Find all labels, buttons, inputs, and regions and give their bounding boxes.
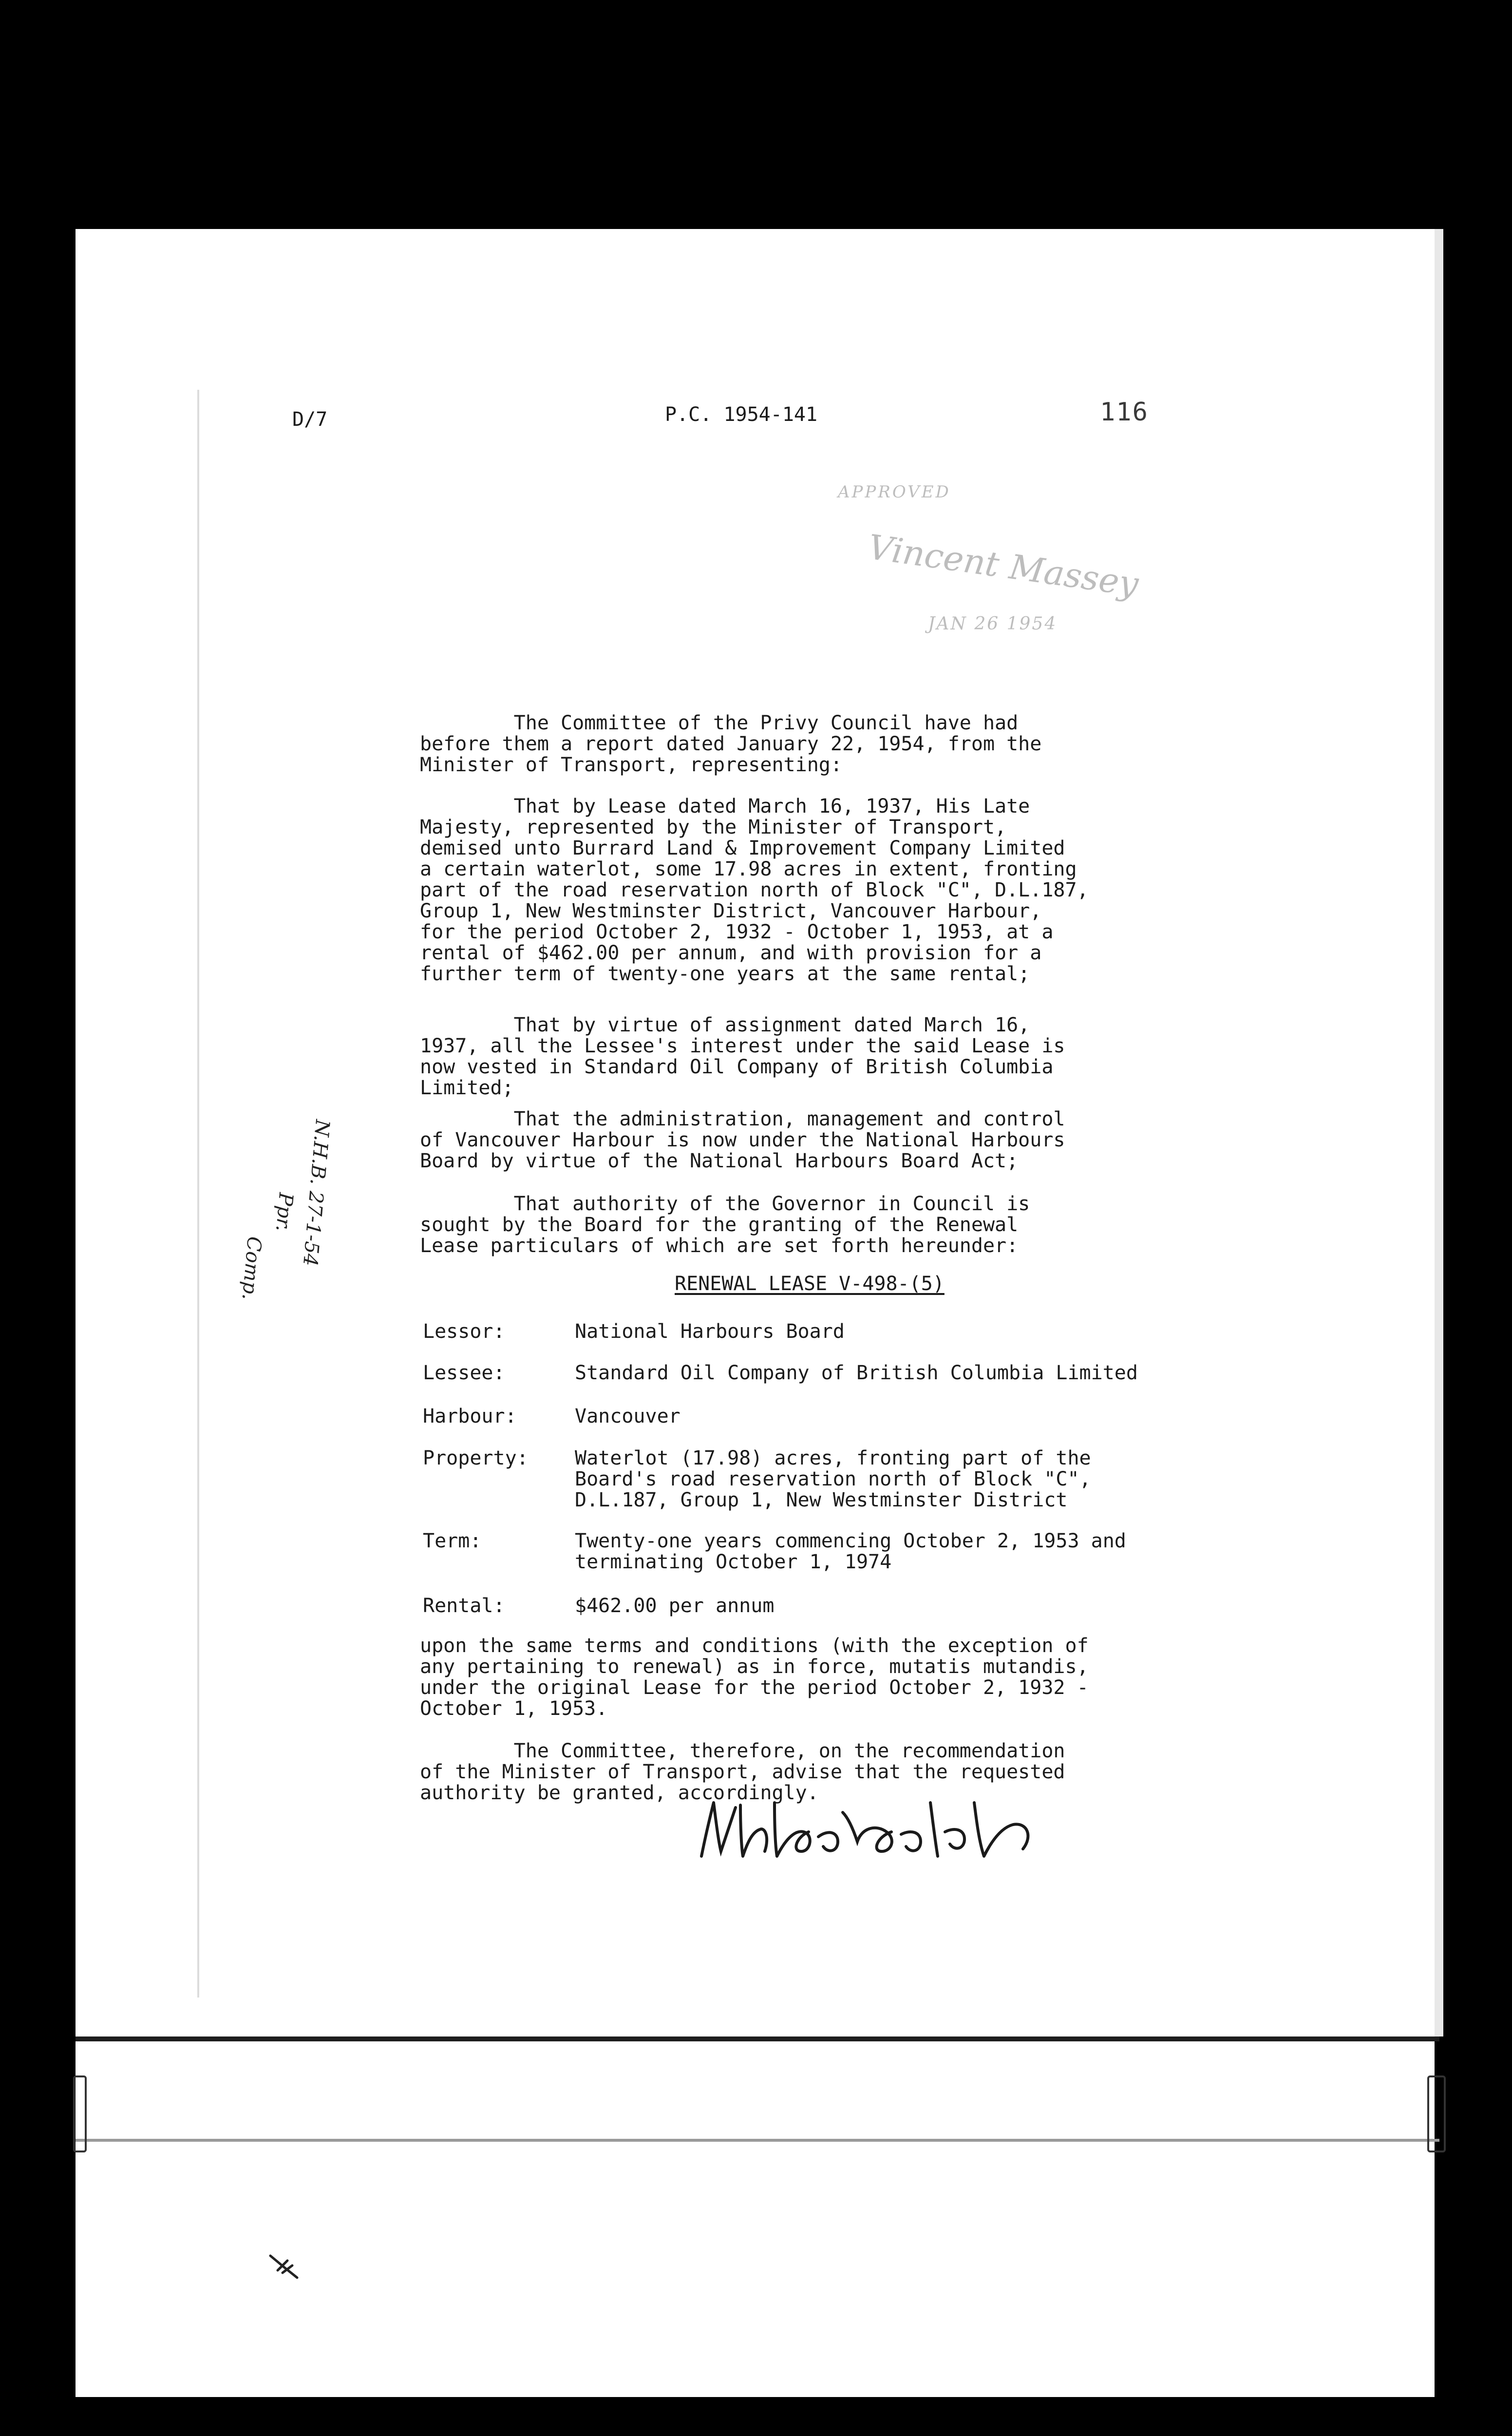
margin-note-line2: Ppr. bbox=[271, 1191, 297, 1233]
order-number: P.C. 1954-141 bbox=[665, 403, 818, 426]
page-number: 116 bbox=[1100, 398, 1149, 427]
term-value: Twenty-one years commencing October 2, 1953 and terminating October 1, 1974 bbox=[575, 1530, 1126, 1573]
underlying-page-edge bbox=[197, 390, 199, 1998]
margin-note-line3: Comp. bbox=[237, 1235, 265, 1301]
margin-doodle bbox=[268, 2251, 302, 2280]
lessor-label: Lessor: bbox=[423, 1320, 505, 1343]
approval-stamp-title: APPROVED bbox=[838, 482, 951, 502]
paragraph-assignment: That by virtue of assignment dated March 16, 1937, all the Lessee's interest under the said Lease is now vested in Standard Oil Company of British Columbia Limited; bbox=[420, 1014, 1065, 1099]
paragraph-original-lease: That by Lease dated March 16, 1937, His Late Majesty, represented by the Minister of Transport, demised unto Burrard Land & Improvement Company Limited a certain waterlot, some 17.98 acres in extent, fronting part of the road reservation north of Block "C", D.L.187, Group 1, New Westminster District, Vancouver Harbour, for the period October 2, 1932 - October 1, 1953, at a rental of $462.00 per annum, and with provision for a further term of twenty-one years at the same rental; bbox=[420, 795, 1089, 985]
paragraph-recommendation: The Committee, therefore, on the recommendation of the Minister of Transport, advise that the requested authority be granted, accordingly. bbox=[420, 1740, 1065, 1804]
page-fold-line-lower bbox=[76, 2139, 1439, 2142]
file-code: D/7 bbox=[292, 408, 328, 431]
lessee-value: Standard Oil Company of British Columbia Limited bbox=[575, 1362, 1138, 1384]
approval-stamp-signature: Vincent Massey bbox=[866, 527, 1141, 605]
lessor-value: National Harbours Board bbox=[575, 1320, 845, 1343]
margin-note-line1: N.H.B. 27-1-54 bbox=[298, 1118, 334, 1267]
approval-stamp-date: JAN 26 1954 bbox=[928, 614, 1058, 634]
rental-label: Rental: bbox=[423, 1595, 505, 1617]
harbour-label: Harbour: bbox=[423, 1405, 517, 1427]
lessee-label: Lessee: bbox=[423, 1362, 505, 1384]
handwritten-margin-note bbox=[229, 1118, 346, 1350]
binder-clip-left bbox=[73, 2075, 87, 2152]
page-edge bbox=[1435, 229, 1443, 2036]
page-fold-line bbox=[76, 2036, 1439, 2041]
paragraph-intro: The Committee of the Privy Council have had before them a report dated January 22, 1954, from the Minister of Transport, representing: bbox=[420, 712, 1042, 776]
property-value: Waterlot (17.98) acres, fronting part of the Board's road reservation north of Block "C", D.L.187, Group 1, New Westminster District bbox=[575, 1447, 1091, 1511]
paragraph-administration: That the administration, management and control of Vancouver Harbour is now under the National Harbours Board by virtue of the National Harbours Board Act; bbox=[420, 1108, 1065, 1172]
term-label: Term: bbox=[423, 1530, 482, 1552]
lease-heading: RENEWAL LEASE V-498-(5) bbox=[675, 1273, 945, 1295]
binder-clip-right bbox=[1427, 2075, 1446, 2152]
paragraph-conditions: upon the same terms and conditions (with the exception of any pertaining to renewal) as in force, mutatis mutandis, under the original Lease for the period October 2, 1932 - October 1, 1953. bbox=[420, 1635, 1089, 1720]
handwritten-signature bbox=[692, 1783, 1091, 1881]
rental-value: $462.00 per annum bbox=[575, 1595, 775, 1617]
paragraph-authority: That authority of the Governor in Council is sought by the Board for the granting of the Renewal Lease particulars of which are set forth hereunder: bbox=[420, 1193, 1030, 1257]
property-label: Property: bbox=[423, 1447, 529, 1469]
harbour-value: Vancouver bbox=[575, 1405, 680, 1427]
